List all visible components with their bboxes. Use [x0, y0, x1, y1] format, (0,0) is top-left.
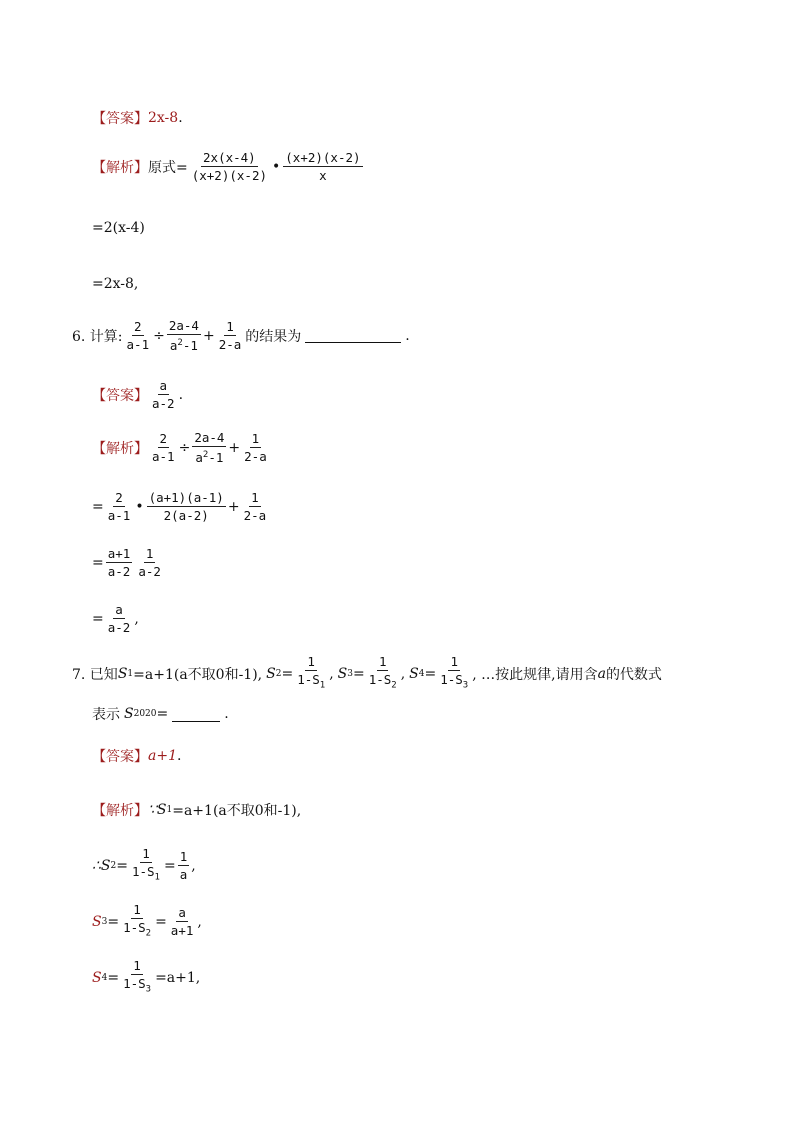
- answer-label: 【答案】: [92, 111, 148, 127]
- fraction: $\frac{a}{a-2}$: [107, 602, 131, 635]
- q6-question: 6. 计算: $\frac{2}{a-1}$ ÷ $\frac{2a-4}{a^2-1}$ + $\frac{1}{2-a}$ 的结果为 .: [72, 318, 410, 354]
- fraction: $\frac{a}{a-2}$: [152, 378, 175, 411]
- fraction: $\frac{1}{2-a}$: [244, 431, 267, 465]
- fraction: $\frac{a}{a+1}$: [170, 905, 194, 939]
- fraction: $\frac{2}{a-1}$: [107, 490, 131, 523]
- q7-step-s4: S 4 = $\frac{1}{1-S_3}$ =a+1,: [92, 958, 200, 998]
- answer-label: 【答案】: [92, 387, 148, 404]
- fraction: $\frac{(a+1)(a-1)}{2(a-2)}$: [148, 490, 224, 523]
- fraction: $\frac{1}{1-S_1}$: [297, 654, 326, 691]
- q7-step-s2: ∴S 2 = $\frac{1}{1-S_1}$ = $\frac{1}{a}$ ,: [92, 846, 196, 886]
- q7-answer-line: 【答案】 a+1 .: [92, 748, 182, 765]
- fraction: $\frac{2a-4}{a^2-1}$: [168, 318, 199, 354]
- answer-blank: [305, 328, 401, 343]
- q5-step2: =2x-8,: [92, 276, 139, 292]
- analysis-label: 【解析】: [92, 803, 148, 819]
- fraction: $\frac{1}{1-S_1}$: [131, 846, 160, 883]
- q6-step2: = $\frac{2}{a-1}$ • $\frac{(a+1)(a-1)}{2(a-2)}$ + $\frac{1}{2-a}$: [92, 490, 267, 523]
- q6-step4: = $\frac{a}{a-2}$ ,: [92, 602, 139, 635]
- fraction: $\frac{1}{a}$: [179, 849, 188, 883]
- fraction: $\frac{2}{a-1}$: [152, 431, 175, 465]
- analysis-label: 【解析】: [92, 440, 148, 457]
- fraction: $\frac{2}{a-1}$: [126, 319, 150, 353]
- q6-answer-line: 【答案】 $\frac{a}{a-2}$ .: [92, 378, 184, 411]
- fraction: $\frac{1}{1-S_2}$: [368, 654, 397, 691]
- answer-blank: [172, 707, 220, 722]
- fraction: $\frac{a+1}{a-2}$: [107, 546, 131, 579]
- analysis-text: 原式=: [148, 159, 188, 176]
- q6-analysis-line: 【解析】 $\frac{2}{a-1}$ ÷ $\frac{2a-4}{a^2-1}$ + $\frac{1}{2-a}$: [92, 430, 267, 466]
- q7-step-s3: S 3 = $\frac{1}{1-S_2}$ = $\frac{a}{a+1}$ ,: [92, 902, 202, 942]
- q6-step3: = $\frac{a+1}{a-2}$ $\frac{1}{a-2}$: [92, 546, 161, 579]
- q5-step1: =2(x-4): [92, 220, 145, 236]
- question-prefix: 6. 计算:: [72, 328, 123, 345]
- answer-label: 【答案】: [92, 749, 148, 765]
- q7-question-line2: 表示 S 2020 = .: [92, 706, 229, 723]
- q7-question-line1: 7. 已知 S 1 =a+1(a不取0和-1), S 2 = $\frac{1}{1-S_1}$ , S 3 = $\frac{1}{1-S_2}$ , S 4 = $\frac{1}{1-S_3}$ , …按此规律,请用含 a 的代数式: [72, 654, 662, 694]
- fraction: $\frac{(x+2)(x-2)}{x}$: [285, 150, 361, 183]
- fraction: $\frac{2a-4}{a^2-1}$: [194, 430, 225, 466]
- answer-value: 2x-8: [148, 110, 179, 126]
- answer-value: a+1: [148, 748, 177, 764]
- fraction: $\frac{2x(x-4)}{(x+2)(x-2)}$: [191, 150, 267, 183]
- q7-analysis-line: 【解析】 ∵S 1 =a+1(a不取0和-1),: [92, 802, 302, 819]
- fraction: $\frac{1}{2-a}$: [243, 490, 267, 523]
- analysis-label: 【解析】: [92, 159, 148, 176]
- fraction: $\frac{1}{a-2}$: [138, 546, 161, 579]
- fraction: $\frac{1}{1-S_2}$: [123, 902, 152, 939]
- q5-answer-line: 【答案】 2x-8 .: [92, 110, 183, 127]
- fraction: $\frac{1}{2-a}$: [218, 319, 242, 353]
- q5-analysis-line: 【解析】 原式= $\frac{2x(x-4)}{(x+2)(x-2)}$ • $\frac{(x+2)(x-2)}{x}$: [92, 150, 361, 183]
- fraction: $\frac{1}{1-S_3}$: [123, 958, 152, 995]
- fraction: $\frac{1}{1-S_3}$: [440, 654, 469, 691]
